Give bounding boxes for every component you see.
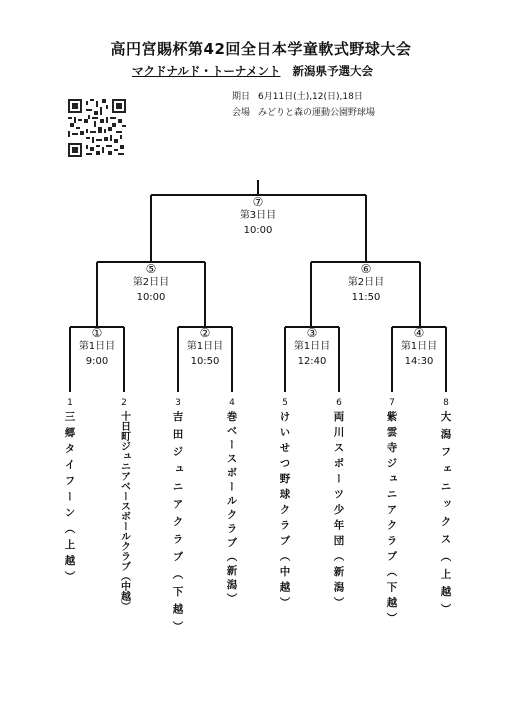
team-name: 両川スポーツ少年団（新潟） xyxy=(332,411,345,613)
match-time: 12:40 xyxy=(297,356,327,368)
match-number: ② xyxy=(199,326,211,340)
period-value: 6月11日(土),12(日),18日 xyxy=(258,92,363,102)
match-number: ⑤ xyxy=(145,262,157,276)
match-number: ③ xyxy=(306,326,318,340)
match-day: 第1日目 xyxy=(186,340,224,352)
team-number: 1 xyxy=(67,398,73,408)
team-7 xyxy=(384,398,400,628)
match-day: 第3日目 xyxy=(239,209,277,221)
match-day: 第2日目 xyxy=(347,276,385,288)
team-8 xyxy=(438,398,454,621)
team-2 xyxy=(116,398,132,611)
subtitle-tournament-name: マクドナルド・トーナメント xyxy=(132,64,281,78)
team-1 xyxy=(62,398,78,587)
team-number: 4 xyxy=(229,398,235,408)
match-4 xyxy=(384,327,454,368)
subtitle-event-name: 新潟県予選大会 xyxy=(292,64,373,78)
team-number: 7 xyxy=(389,398,395,408)
team-name: けいせつ野球クラブ（中越） xyxy=(278,411,291,613)
match-time: 10:00 xyxy=(136,292,166,304)
match-6 xyxy=(318,263,414,304)
team-number: 3 xyxy=(175,398,181,408)
team-name: 大潟フェニックス（上越） xyxy=(439,411,452,621)
match-2 xyxy=(170,327,240,368)
match-1 xyxy=(62,327,132,368)
match-day: 第1日目 xyxy=(78,340,116,352)
venue-label: 会場 xyxy=(232,108,251,118)
match-number: ④ xyxy=(413,326,425,340)
team-5 xyxy=(277,398,293,613)
team-name: 吉田ジュニアクラブ（下越） xyxy=(171,411,184,639)
team-name: 三郷タイフーン（上越） xyxy=(63,411,76,587)
team-number: 5 xyxy=(282,398,288,408)
match-5 xyxy=(103,263,199,304)
team-4 xyxy=(224,398,240,607)
match-day: 第1日目 xyxy=(400,340,438,352)
team-name: 十日町ジュニアベースボールクラブ（中越） xyxy=(118,411,130,611)
team-6 xyxy=(331,398,347,613)
match-number: ① xyxy=(91,326,103,340)
team-name: 紫雲寺ジュニアクラブ（下越） xyxy=(385,411,398,628)
match-day: 第1日目 xyxy=(293,340,331,352)
match-time: 14:30 xyxy=(404,356,434,368)
match-day: 第2日目 xyxy=(132,276,170,288)
team-number: 2 xyxy=(121,398,127,408)
tournament-title: 高円宮賜杯第42回全日本学童軟式野球大会 xyxy=(110,40,412,58)
venue-value: みどりと森の運動公園野球場 xyxy=(258,108,376,118)
match-time: 10:50 xyxy=(190,356,220,368)
match-time: 10:00 xyxy=(243,225,273,237)
team-name: 巻ベースボールクラブ（新潟） xyxy=(225,411,238,607)
period-label: 期日 xyxy=(232,92,251,102)
match-number: ⑦ xyxy=(252,195,264,209)
match-time: 9:00 xyxy=(85,356,109,368)
match-7 xyxy=(210,196,306,237)
match-number: ⑥ xyxy=(360,262,372,276)
team-3 xyxy=(170,398,186,639)
team-number: 6 xyxy=(336,398,342,408)
match-time: 11:50 xyxy=(351,292,381,304)
match-3 xyxy=(277,327,347,368)
team-number: 8 xyxy=(443,398,449,408)
